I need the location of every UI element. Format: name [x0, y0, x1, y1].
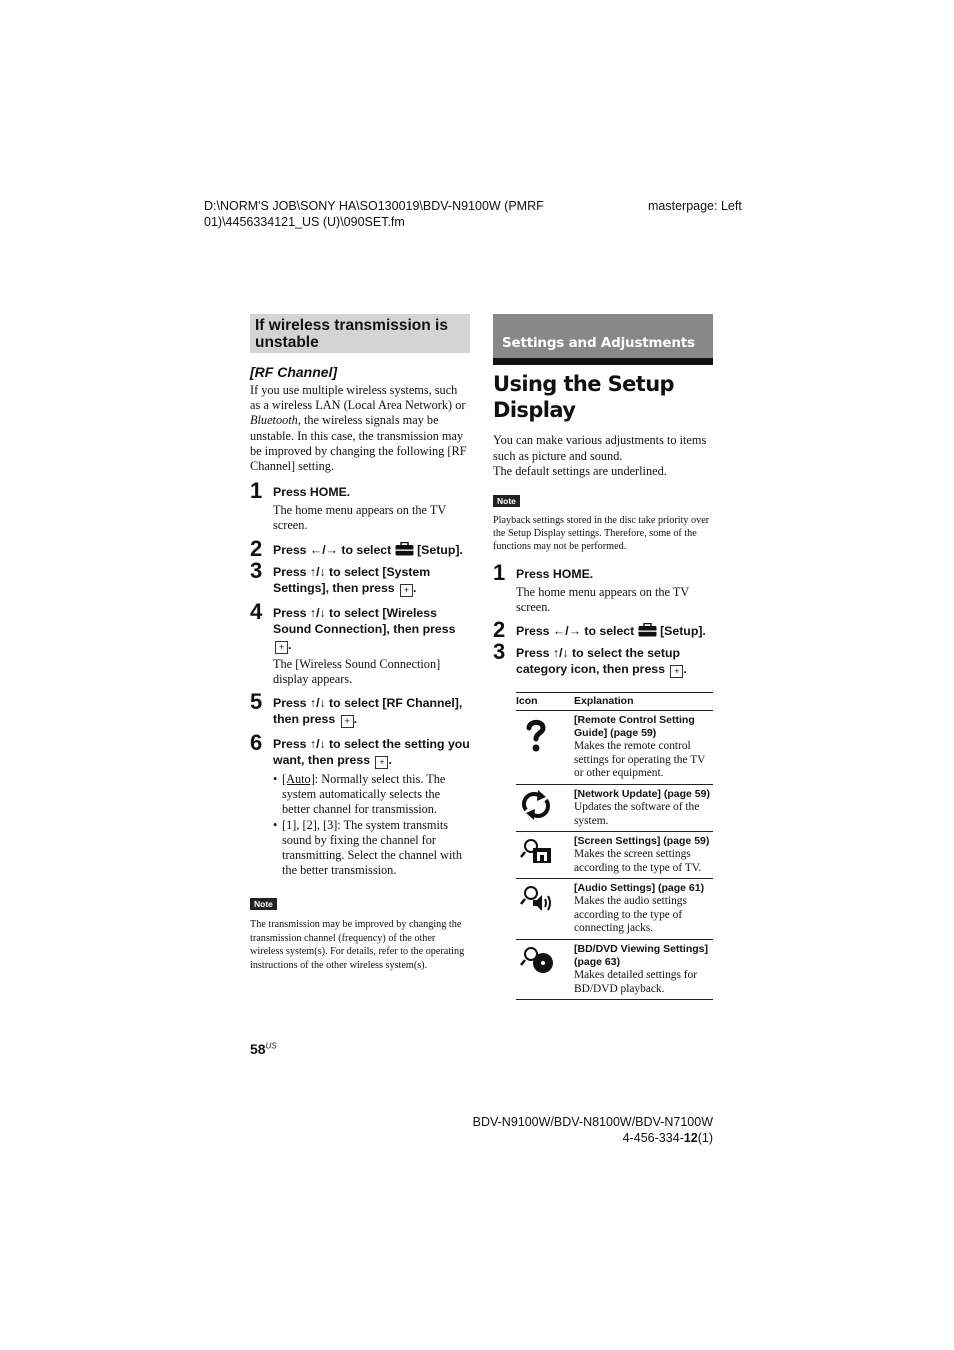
enter-button-icon: + — [375, 756, 388, 769]
setting-title: [Remote Control Setting Guide] (page 59) — [574, 714, 695, 740]
setting-title: [Audio Settings] (page 61) — [574, 882, 705, 895]
step-3 — [250, 557, 470, 597]
setting-title: [Screen Settings] (page 59) — [574, 835, 710, 848]
step-text: Press ↑/↓ to select the setting you want, then press + . — [273, 737, 470, 768]
enter-button-icon: + — [275, 641, 288, 654]
step-text: Press ↑/↓ to select [Wireless Sound Connection], then press + . — [273, 605, 456, 652]
table-row — [516, 711, 713, 785]
step-text: Press ←/→ to select [Setup]. — [273, 542, 470, 560]
page-number: $58^{US}$ — [250, 1041, 277, 1057]
table-row — [516, 879, 713, 940]
step-number: 3 — [250, 557, 263, 583]
masterpage-label: masterpage: Left — [648, 199, 742, 213]
step-2 — [493, 617, 713, 643]
disc-settings-icon — [516, 943, 574, 977]
step-1 — [250, 478, 470, 533]
list-item: • [1], [2], [3]: The system transmits sound by fixing the channel for transmitting. Select the channel with the better transmission. — [273, 818, 470, 879]
step-number: 4 — [250, 598, 263, 624]
footer-model-info — [420, 1114, 713, 1146]
column-header-icon: Icon — [516, 693, 574, 711]
step-4 — [250, 598, 470, 687]
table-row — [516, 940, 713, 1000]
page-title: Using the Setup Display — [493, 372, 674, 422]
step-result: The home menu appears on the TV screen. — [273, 503, 447, 533]
step-result: The home menu appears on the TV screen. — [516, 584, 690, 614]
step-3 — [493, 639, 713, 678]
step-1 — [493, 559, 713, 615]
enter-button-icon: + — [400, 584, 413, 597]
audio-settings-icon — [516, 882, 574, 916]
note-text: Playback settings stored in the disc take priority over the Setup Display settings. Therefore, some of the functions may not be performed. — [493, 514, 710, 553]
step-text: Press HOME. — [273, 485, 351, 500]
table-row — [516, 784, 713, 831]
rf-channel-subhead: [RF Channel] — [250, 364, 338, 380]
list-item: • [Auto]: Normally select this. The system automatically selects the better channel for transmission. — [273, 772, 470, 818]
step-number: 1 — [250, 478, 263, 504]
screen-settings-icon — [516, 835, 574, 869]
right-column — [493, 314, 713, 1000]
note-block — [250, 894, 470, 972]
step-number: 1 — [493, 559, 506, 585]
intro-line-2: The default settings are underlined. — [493, 464, 667, 478]
setup-icons-table — [516, 692, 713, 1000]
left-column — [250, 314, 470, 972]
step-number: 6 — [250, 730, 263, 756]
enter-button-icon: + — [341, 715, 354, 728]
setting-description: Updates the software of the system. — [574, 800, 700, 827]
step-text: Press ↑/↓ to select [System Settings], then press + . — [273, 564, 431, 595]
step-2 — [250, 535, 470, 561]
intro-paragraph: If you use multiple wireless systems, such as a wireless LAN (Local Area Network) or Bluetooth, the wireless signals may be unstable. In this case, the transmission may be improved by changing the following [RF Channel] setting. — [250, 383, 467, 474]
chapter-banner — [493, 314, 713, 365]
model-numbers: BDV-N9100W/BDV-N8100W/BDV-N7100W — [472, 1115, 713, 1129]
step-number: 2 — [493, 617, 506, 643]
step-text: Press ↑/↓ to select the setup category icon, then press + . — [516, 646, 687, 677]
question-mark-icon — [516, 714, 574, 754]
setting-title: [Network Update] (page 59) — [574, 787, 710, 800]
step-number: 5 — [250, 689, 263, 715]
note-text: The transmission may be improved by changing the transmission channel (frequency) of the other wireless system(s). For details, refer to the operating instructions of the other wireless system(s). — [250, 919, 465, 971]
enter-button-icon: + — [670, 665, 683, 678]
step-text: Press ←/→ to select [Setup]. — [516, 623, 713, 641]
column-header-explanation: Explanation — [574, 693, 713, 711]
note-label: Note — [250, 898, 277, 910]
step-text: Press ↑/↓ to select [RF Channel], then press + . — [273, 696, 463, 727]
setting-description: Makes detailed settings for BD/DVD playback. — [574, 969, 698, 995]
chapter-title: Settings and Adjustments — [502, 335, 695, 351]
table-row — [516, 832, 713, 879]
toolbox-icon — [638, 623, 657, 641]
step-number: 2 — [250, 535, 263, 561]
document-code: 4-456-334-12(1) — [622, 1131, 713, 1145]
option-list — [273, 772, 470, 878]
setting-description: Makes the screen settings according to the type of TV. — [574, 848, 702, 874]
step-6 — [250, 730, 470, 878]
section-title: If wireless transmission is unstable — [250, 314, 470, 353]
step-number: 3 — [493, 639, 506, 665]
step-text: Press HOME. — [516, 566, 594, 581]
step-result: The [Wireless Sound Connection] display appears. — [273, 656, 441, 686]
step-5 — [250, 689, 470, 728]
note-label: Note — [493, 495, 520, 507]
intro-line-1: You can make various adjustments to items such as picture and sound. — [493, 433, 707, 463]
table-header-row — [516, 693, 713, 711]
toolbox-icon — [395, 542, 414, 560]
setting-description: Makes the audio settings according to the type of connecting jacks. — [574, 895, 687, 935]
note-block — [493, 491, 713, 554]
file-path-header: D:\NORM'S JOB\SONY HA\SO130019\BDV-N9100W (PMRF 01)\4456334121_US (U)\090SET.fm — [204, 199, 544, 229]
refresh-arrows-icon — [516, 788, 574, 822]
setting-title: [BD/DVD Viewing Settings] (page 63) — [574, 943, 708, 969]
setting-description: Makes the remote control settings for operating the TV or other equipment. — [574, 740, 706, 780]
